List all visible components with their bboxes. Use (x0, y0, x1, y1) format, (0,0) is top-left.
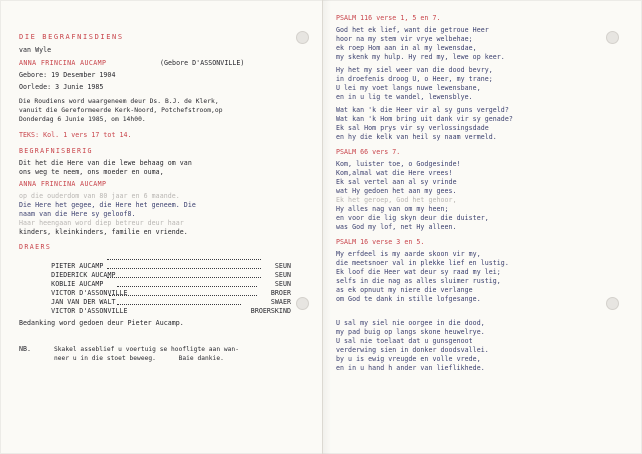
psalm-line: om God te dank in stille lofgesange. (336, 295, 481, 303)
title: DIE BEGRAFNISDIENS (19, 33, 124, 41)
thanks-line: Bedanking word gedoen deur Pieter Aucamp. (19, 319, 184, 327)
psalm-line: wat Hy gedoen het aan my gees. (336, 187, 457, 195)
psalm-116-heading: PSALM 116 verse 1, 5 en 7. (336, 14, 441, 22)
pallbearer-name: DIEDERICK AUCAMP (51, 271, 116, 279)
punch-hole (606, 31, 619, 44)
death-date: Oorlede: 3 Junie 1985 (19, 83, 104, 91)
psalm-line: Ek het geroep, God het gehoor, (336, 196, 457, 204)
psalm-line: My erfdeel is my aarde skoon vir my, (336, 250, 481, 258)
psalm-line: die meetsnoer val in plekke lief en lustig. (336, 259, 509, 267)
psalm-line: Ek sal Hom prys vir sy verlossingsdade (336, 124, 489, 132)
leader-dots (117, 304, 241, 305)
leader-dots (107, 277, 261, 278)
draers-heading: DRAERS (19, 243, 52, 251)
pallbearer-name: VICTOR D'ASSONVILLE (51, 307, 128, 315)
psalm-line: U sal nie toelaat dat u gunsgenoot (336, 337, 473, 345)
begrafnisberig-heading: BEGRAFNISBERIG (19, 147, 93, 155)
scripture-text: TEKS: Kol. 1 vers 17 tot 14. (19, 131, 132, 139)
pallbearer-relation: SWAER (270, 298, 291, 306)
psalm-line: Wat kan 'k die Heer vir al sy guns vergeld? (336, 106, 509, 114)
leader-dots (109, 295, 257, 296)
notice-body-line: naam van die Here sy geloof8. (19, 210, 136, 218)
psalm-line: my pad buig op langs skone heuwelrye. (336, 328, 485, 336)
psalm-16-heading: PSALM 16 verse 3 en 5. (336, 238, 425, 246)
nb-line: neer u in die stoet beweeg. Baie dankie. (54, 355, 224, 362)
psalm-line: Kom,almal wat die Here vrees! (336, 169, 453, 177)
psalm-line: U lei my voet langs nuwe lewensbane, (336, 84, 481, 92)
birth-name: (Gebore D'ASSONVILLE) (160, 59, 245, 67)
pallbearer-relation: BROER (270, 289, 291, 297)
pallbearer-name: PIETER AUCAMP (51, 262, 104, 270)
service-line: Donderdag 6 Junie 1985, om 14h00. (19, 116, 146, 123)
psalm-line: ek roep Hom aan in al my lewensdae, (336, 44, 477, 52)
leader-dots (117, 286, 257, 287)
psalm-line: Hy het my siel weer van die dood bevry, (336, 66, 493, 74)
psalm-line: en hy die kelk van heil sy naam vermeld. (336, 133, 497, 141)
psalm-line: Kom, luister toe, o Godgesinde! (336, 160, 461, 168)
psalm-line: as ek opnuut my niere die verlange (336, 286, 473, 294)
leader-dots (107, 259, 261, 260)
psalm-66-heading: PSALM 66 vers 7. (336, 148, 401, 156)
punch-hole (296, 31, 309, 44)
psalm-line: my skenk my hulp. Hy red my, lewe op keer. (336, 53, 505, 61)
notice-line: ons weg te neem, ons moeder en ouma, (19, 168, 164, 176)
psalm-line: selfs in die nag as alles sluimer rustig, (336, 277, 501, 285)
psalm-line: in droefenis droog U, o Heer, my trane; (336, 75, 493, 83)
psalm-line: en in u lig te wandel, lewensblye. (336, 93, 473, 101)
psalm-line: U sal my siel nie oorgee in die dood, (336, 319, 485, 327)
psalm-line: en voor die lig skyn deur die duister, (336, 214, 489, 222)
service-line: Die Roudiens word waargeneem deur Ds. B.J. de Klerk, (19, 98, 219, 105)
psalm-line: Wat kan 'k Hom bring uit dank vir sy genade? (336, 115, 513, 123)
pallbearer-name: VICTOR D'ASSONVILLE (51, 289, 128, 297)
notice-body-line: Haar heengaan word diep betreur deur haar (19, 219, 184, 227)
pallbearer-name: JAN VAN DER WALT (51, 298, 116, 306)
notice-line: Dit het die Here van die lewe behaag om van (19, 159, 192, 167)
deceased-name-repeat: ANNA FRINCINA AUCAMP (19, 180, 107, 188)
psalm-line: hoor na my stem vir vrye welbehae; (336, 35, 473, 43)
psalm-line: by u is ewig vreugde en volle vrede, (336, 355, 481, 363)
deceased-name: ANNA FRINCINA AUCAMP (19, 59, 107, 67)
fold-shadow (323, 0, 331, 454)
pallbearer-relation: SEUN (274, 262, 291, 270)
leader-dots (107, 268, 261, 269)
pallbearer-name: KOBLIE AUCAMP (51, 280, 104, 288)
punch-hole (606, 297, 619, 310)
notice-body-line: Die Here het gegee, die Here het geneem. Die (19, 201, 196, 209)
psalm-line: Hy alles nag van om my heen; (336, 205, 449, 213)
notice-body-line: kinders, kleinkinders, familie en vriende. (19, 228, 188, 236)
nb-line: Skakel asseblief u voertuig se hoofligte aan wan- (54, 346, 239, 353)
psalm-line: God het ek lief, want die getroue Heer (336, 26, 489, 34)
service-line: vanuit die Gereformeerde Kerk-Noord, Potchefstroom,op (19, 107, 223, 114)
psalm-line: verderwing sien in donker doodsvallei. (336, 346, 489, 354)
nb-label: NB. (19, 345, 32, 353)
pallbearer-relation: SEUN (274, 271, 291, 279)
van-wyle: van Wyle (19, 46, 52, 54)
psalm-line: en in u hand h ander van lieflikhede. (336, 364, 485, 372)
birth-date: Gebore: 19 Desember 1904 (19, 71, 116, 79)
psalm-line: Ek sal vertel aan al sy vrinde (336, 178, 457, 186)
pallbearer-relation: SEUN (274, 280, 291, 288)
pallbearer-relation: BROERSKIND (250, 307, 291, 315)
psalm-line: was God my lof, net Hy alleen. (336, 223, 457, 231)
notice-body-line: op die ouderdom van 80 jaar en 6 maande. (19, 192, 180, 200)
psalm-line: Ek loof die Heer wat deur sy raad my lei; (336, 268, 501, 276)
punch-hole (296, 297, 309, 310)
